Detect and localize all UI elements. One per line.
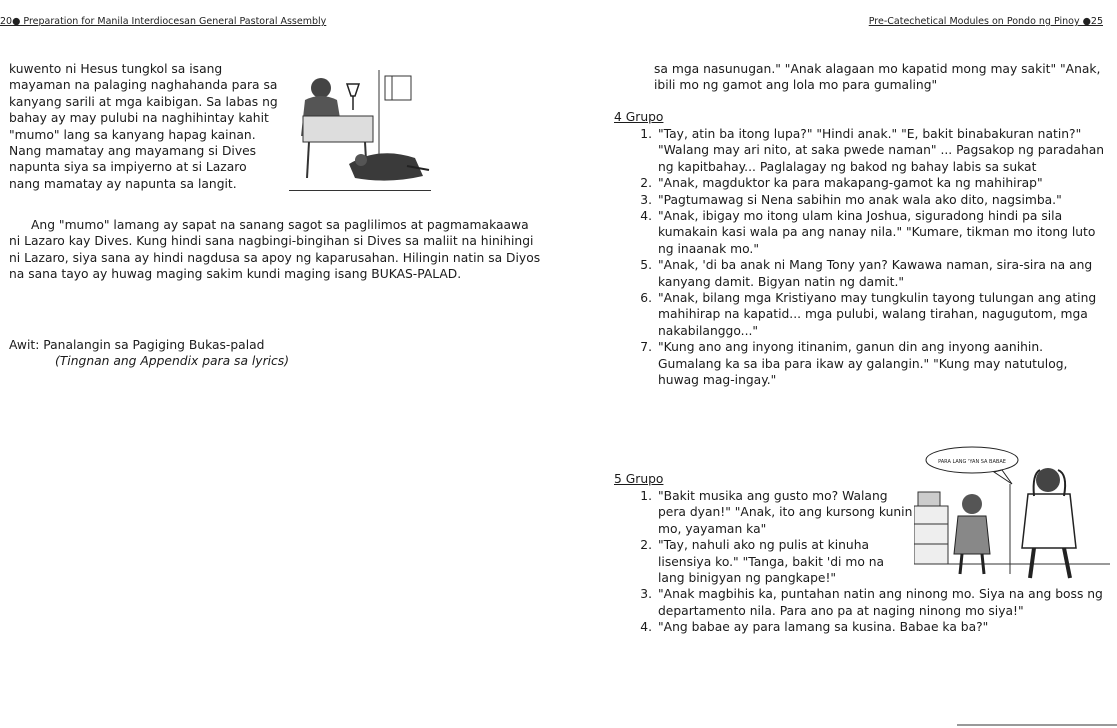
list-item: 3. "Anak magbihis ka, puntahan natin ang ninong mo. Siya na ang boss ng departamento nila. Para ano pa at naging ninong mo siya!" [640,587,1103,618]
group4-list [634,126,1109,389]
intro-text: kuwento ni Hesus tungkol sa isang mayaman na palaging naghahanda para sa kanyang sarili at mga kaibigan. Sa labas ng bahay ay may pulubi na naghihintay kahit "mumo" lang sa kanyang hapag kainan. Nang mamatay ang mayamang si Dives napunta siya sa impiyerno at si Lazaro nang mamatay ay napunta sa langit. [9,62,278,191]
list-item: 7. "Kung ano ang inyong itinanim, ganun din ang inyong aanihin. Gumalang ka sa iba para ikaw ay galangin." "Kung may natutulog, huwag mag-ingay." [640,340,1068,388]
continuation-text: sa mga nasunugan." "Anak alagaan mo kapatid mong may sakit" "Anak, ibili mo ng gamot ang lola mo para gumaling" [654,62,1101,93]
list-item: 4. "Ang babae ay para lamang sa kusina. Babae ka ba?" [640,620,989,635]
right-running-head: Pre-Catechetical Modules on Pondo ng Pinoy ●25 [868,16,1103,27]
main-paragraph: Ang "mumo" lamang ay sapat na sanang sagot sa paglilimos at pagmamakaawa ni Lazaro kay Dives. Kung hindi sana nagbingi-bingihan si Dives sa maliit na hinihingi ni Lazaro, siya sana ay hindi nagdusa sa apoy ng kaparusahan. Hilingin natin sa Diyos na sana tayo ay huwag maging sakim kundi maging isang BUKAS-PALAD. [9,218,541,282]
group5-title: 5 Grupo [614,472,664,486]
list-item: 1. "Tay, atin ba itong lupa?" "Hindi anak." "E, bakit binabakuran natin?" "Walang may ari nito, at saka pwede naman" ... Pagsakop ng paradahan ng kapitbahay... Paglalagay ng bakod ng bahay labis sa sukat [640,127,1105,174]
group5-list [634,488,1109,636]
list-item: 5. "Anak, 'di ba anak ni Mang Tony yan? Kawawa naman, sira-sira na ang kanyang damit. Bigyan natin ng damit." [640,258,1093,289]
awit-note: (Tingnan ang Appendix para sa lyrics) [55,354,290,369]
list-item: 2. "Anak, magduktor ka para makapang-gamot ka ng mahihirap" [640,176,1043,191]
left-running-head: 20● Preparation for Manila Interdiocesan General Pastoral Assembly [0,16,327,27]
list-item: 2. "Tay, nahuli ako ng pulis at kinuha lisensiya ko." "Tanga, bakit 'di mo na lang binigyan ng pangkape!" [640,538,885,586]
page-edge-line [957,724,1117,726]
list-item: 3. "Pagtumawag si Nena sabihin mo anak wala ako dito, nagsimba." [640,192,1062,207]
group4-title: 4 Grupo [614,110,664,124]
list-item: 6. "Anak, bilang mga Kristiyano may tungkulin tayong tulungan ang ating mahihirap na kapatid... mga pulubi, walang tirahan, nagugutom, mga nakabilanggo..." [640,291,1097,338]
right-page [552,0,1117,728]
dives-lazaro-illustration [289,66,431,191]
list-item: 1. "Bakit musika ang gusto mo? Walang pera dyan!" "Anak, ito ang kursong kunin mo, yayaman ka" [640,489,913,536]
speech-bubble-text: PARA LANG 'YAN SA BABAE [938,459,1006,465]
awit-label: Awit: Panalangin sa Pagiging Bukas-palad [9,338,265,352]
awit-section [9,337,543,370]
left-page [0,0,552,728]
list-item: 4. "Anak, ibigay mo itong ulam kina Joshua, siguradong hindi pa sila kumakain kasi wala pa ang nanay nila." "Kumare, tikman mo itong luto ng inaanak mo." [640,209,1096,256]
